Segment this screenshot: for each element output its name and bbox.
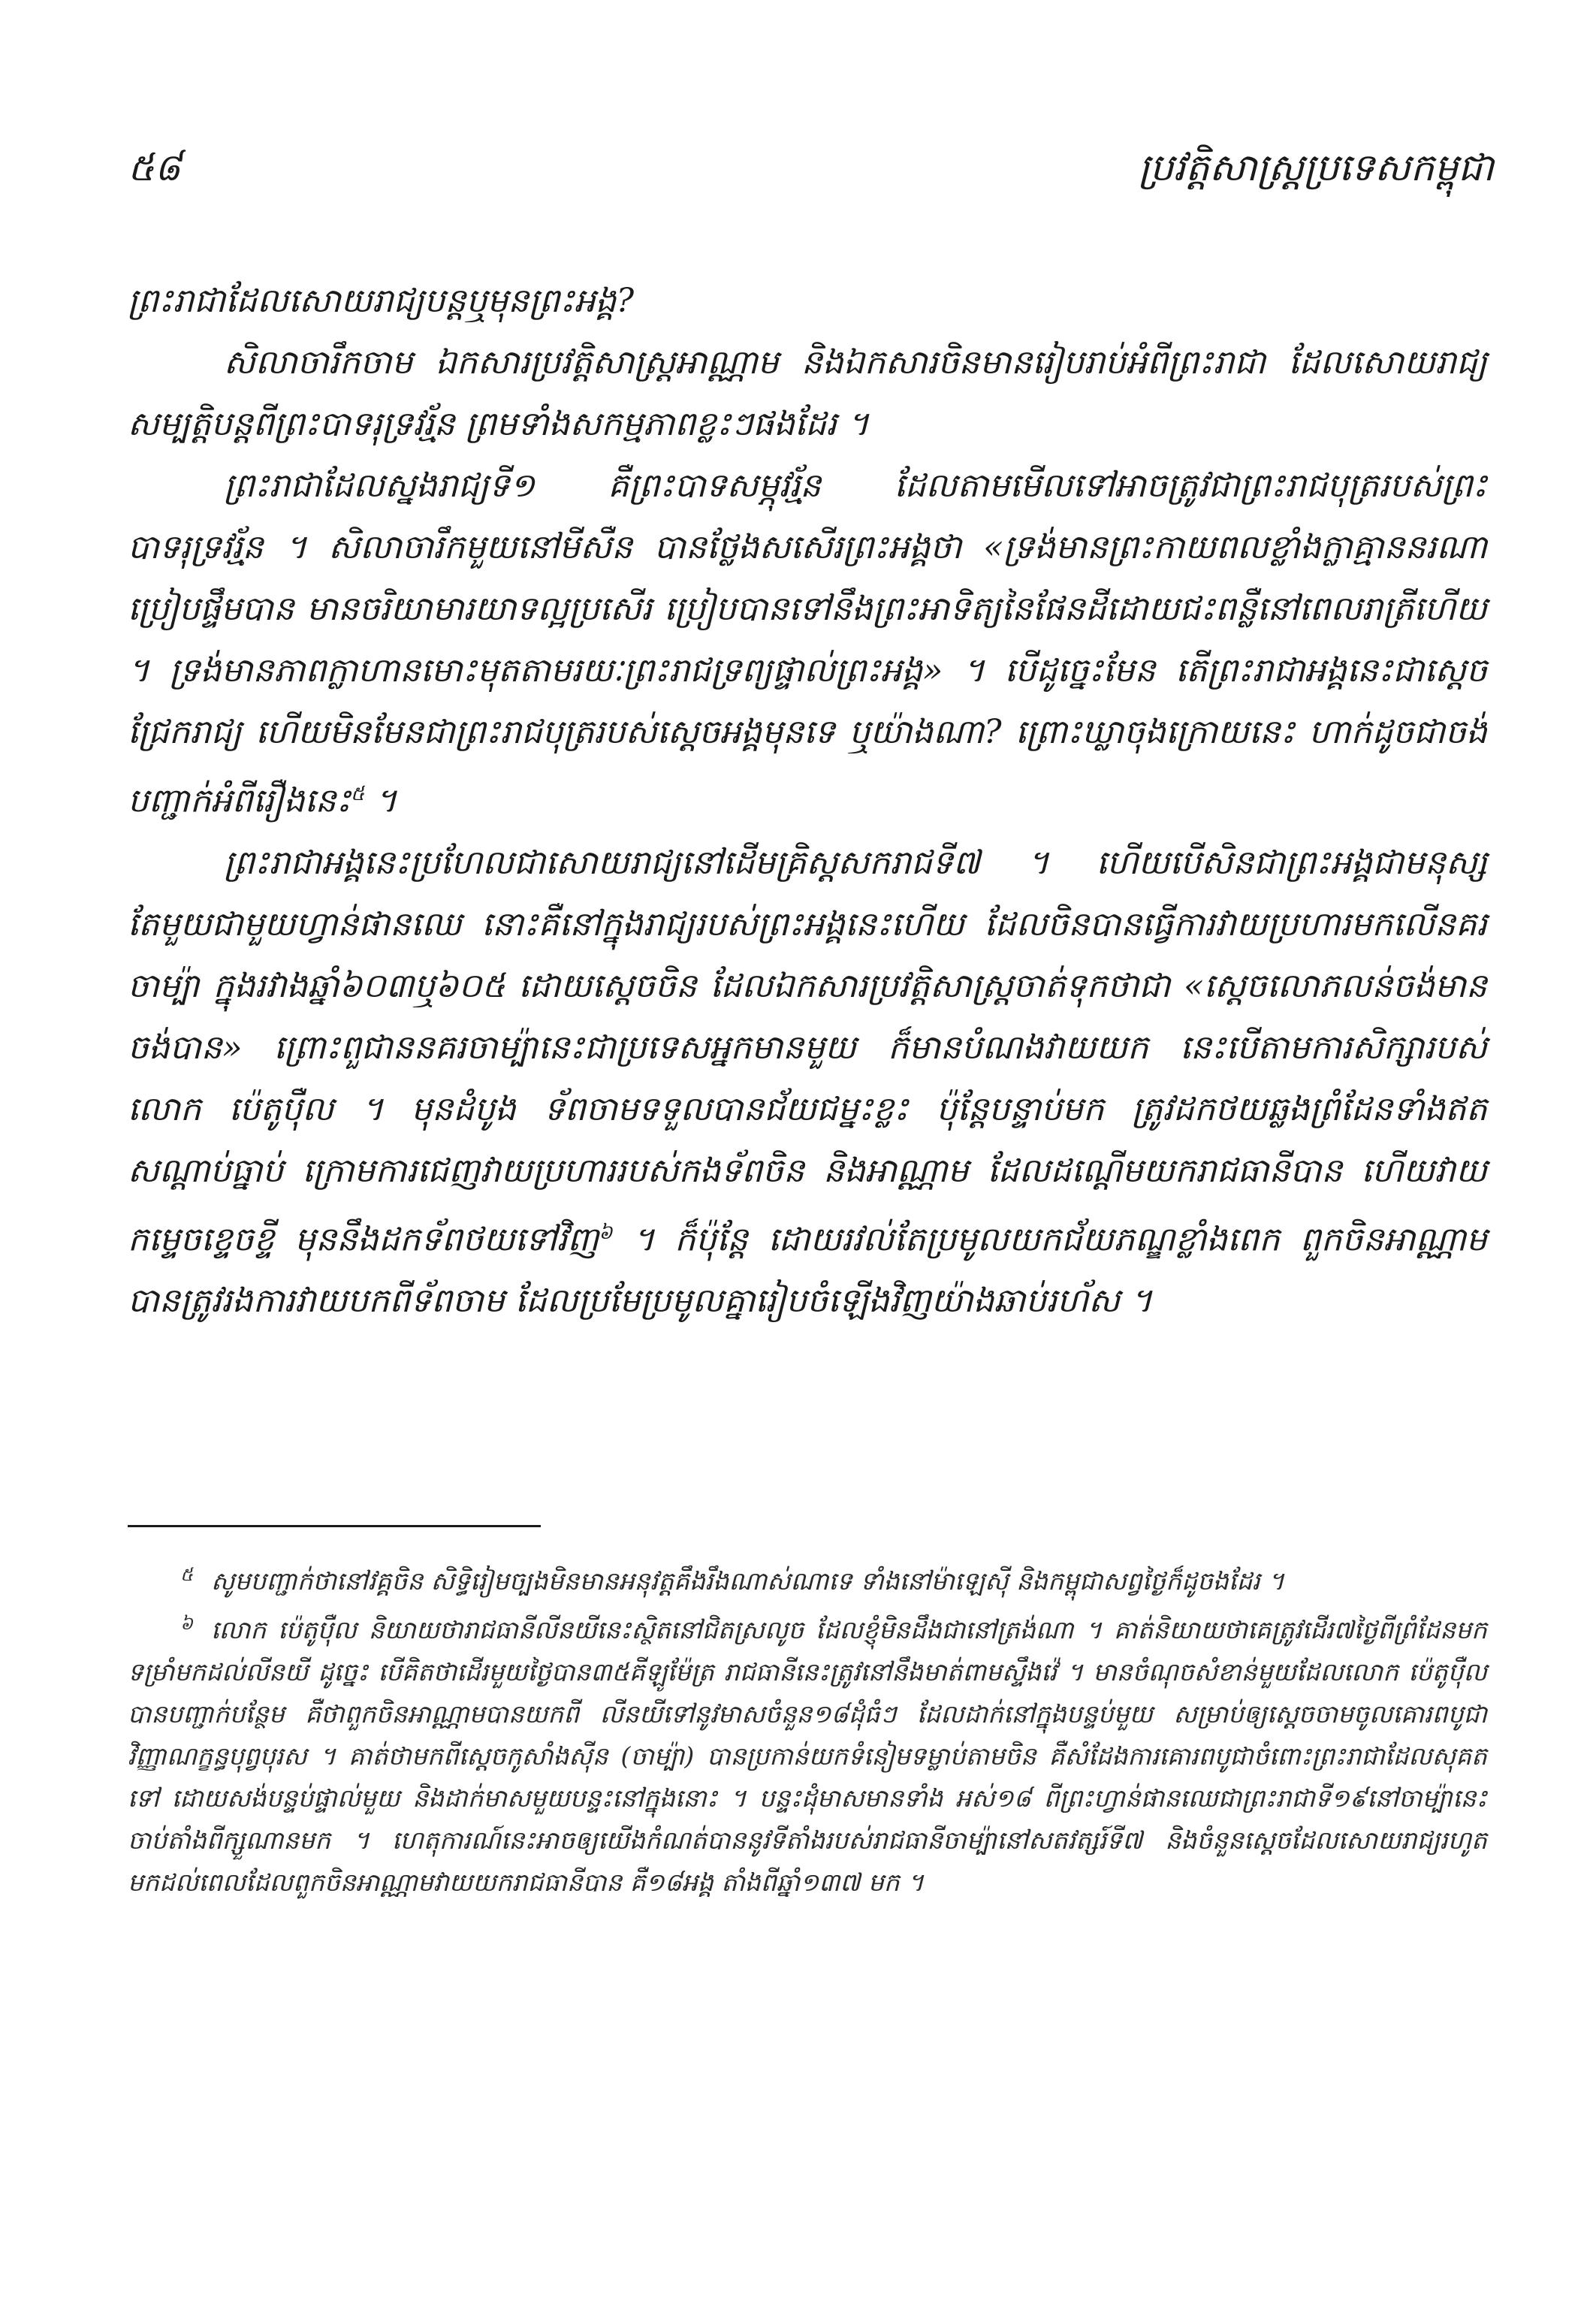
body-paragraph-4 — [128, 832, 1487, 1333]
body-paragraph-3-tail: ។ — [364, 781, 397, 820]
footnotes-section — [128, 1554, 1487, 1904]
body-paragraph-1: ព្រះរាជាដែលសោយរាជ្យបន្តឬមុនព្រះអង្គ? — [128, 282, 635, 320]
running-head-title: ប្រវត្តិសាស្ត្រប្រទេសកម្ពុជា — [1138, 146, 1494, 189]
body-paragraph-3 — [128, 455, 1487, 832]
footnote-6 — [128, 1602, 1487, 1904]
footnote-text: លោក ប៉េតូប៉ឺល និយាយថារាជធានីលីនយីនេះស្ថិតនៅជិតស្រលូច ដែលខ្ញុំមិនដឹងជានៅត្រង់ណា ។ គាត់និយាយថាគេត្រូវដើរ៧ថ្ងៃពីព្រំដែនមក ទម្រាំមកដល់លីនយី ដូច្នេះ បើគិតថាដើរមួយថ្ងៃបាន៣៥គីឡូម៉ែត្រ រាជធានីនេះត្រូវនៅនឹងមាត់ពាមស្ទឹងវ៉េ ។ មានចំណុចសំខាន់មួយដែលលោក ប៉េតូប៉ឺល បានបញ្ជាក់បន្ថែម គឺថាពួកចិនអាណ្ណាមបានយកពី លីនយីទៅនូវមាសចំនួន១៨ដុំធំៗ ដែលដាក់នៅក្នុងបន្ទប់មួយ សម្រាប់ឲ្យស្តេចចាមចូលគោរពបូជាវិញ្ញាណក្ខន្ធបុព្វបុរស ។ គាត់ថាមកពីស្តេចកូសាំងស៊ីន (ចាម្ប៉ា) បានប្រកាន់យកទំនៀមទម្លាប់តាមចិន គឺសំដែងការគោរពបូជាចំពោះព្រះរាជាដែលសុគតទៅ ដោយសង់បន្ទប់ផ្ទាល់មួយ និងដាក់មាសមួយបន្ទះនៅក្នុងនោះ ។ បន្ទះដុំមាសមានទាំង អស់១៨ ពីព្រះហ្វាន់ផានឈេជាព្រះរាជាទី១៩នៅចាម្ប៉ានេះ ចាប់តាំងពីក្សួណានមក ។ ហេតុការណ៍នេះអាចឲ្យយើងកំណត់បាននូវទីតាំងរបស់រាជធានីចាម្ប៉ានៅសតវត្សរ៍ទី៧ និងចំនួនស្តេចដែលសោយរាជ្យរហូតមកដល់ពេលដែលពួកចិនអាណ្ណាមវាយយករាជធានីបាន គឺ១៨អង្គ តាំងពីឆ្នាំ១៣៧ មក ។ — [128, 1615, 1487, 1897]
footnote-mark: ៥ — [180, 1564, 193, 1585]
footnote-divider — [128, 1525, 541, 1527]
footnote-ref-5[interactable]: ៥ — [350, 783, 365, 805]
main-text — [128, 270, 1487, 1332]
body-paragraph-4-text: ព្រះរាជាអង្គនេះប្រហែលជាសោយរាជ្យនៅដើមគ្រិស្តសករាជទី៧ ។ ហើយបើសិនជាព្រះអង្គជាមនុស្សតែមួយជាមួយហ្វាន់ផានឈេ នោះគឺនៅក្នុងរាជ្យរបស់ព្រះអង្គនេះហើយ ដែលចិនបានធ្វើការវាយប្រហារមកលើនគរចាម្ប៉ា ក្នុងរវាងឆ្នាំ៦០៣ឬ៦០៥ ដោយស្តេចចិន ដែលឯកសារប្រវត្តិសាស្ត្រចាត់ទុកថាជា «ស្តេចលោភលន់ចង់មានចង់បាន» ព្រោះពួជាននគរចាម្ប៉ានេះជាប្រទេសអ្នកមានមួយ ក៏មានបំណងវាយយក នេះបើតាមការសិក្សារបស់លោក ប៉េតូប៉ឺល ។ មុនដំបូង ទ័ពចាមទទួលបានជ័យជម្នះខ្លះ ប៉ុន្តែបន្ទាប់មក ត្រូវដកថយឆ្លងព្រំដែនទាំងឥតសណ្ដាប់ធ្នាប់ ក្រោមការជេញវាយប្រហាររបស់កងទ័ពចិន និងអាណ្ណាម ដែលដណ្ដើមយករាជធានីបាន ហើយវាយកម្ទេចខ្ទេចខ្ទី មុននឹងដកទ័ពថយទៅវិញ — [128, 843, 1487, 1259]
body-paragraph-3-text: ព្រះរាជាដែលស្នងរាជ្យទី១ គឺព្រះបាទសម្ភុវរ្ម័ន ដែលតាមមើលទៅអាចត្រូវជាព្រះរាជបុត្ររបស់ព្រះបាទរុទ្រវរ្ម័ន ។ សិលាចារឹកមួយនៅមីសឺន បានថ្លែងសសើរព្រះអង្គថា «ទ្រង់មានព្រះកាយពលខ្លាំងក្លាគ្មាននរណាប្រៀបផ្ទឹមបាន មានចរិយាមារយាទល្អប្រសើរ ប្រៀបបានទៅនឹងព្រះអាទិត្យនៃផែនដីដោយជះពន្លឺនៅពេលរាត្រីហើយ ។ ទ្រង់មានភាពក្លាហានមោះមុតតាមរយៈព្រះរាជទ្រព្យផ្ទាល់ព្រះអង្គ» ។ បើដូច្នេះមែន តើព្រះរាជាអង្គនេះជាស្តេចជ្រែករាជ្យ ហើយមិនមែនជាព្រះរាជបុត្ររបស់ស្តេចអង្គមុនទេ ឬយ៉ាងណា? ព្រោះឃ្លាចុងក្រោយនេះ ហាក់ដូចជាចង់បញ្ជាក់អំពីរឿងនេះ — [128, 467, 1487, 820]
footnote-5 — [128, 1554, 1487, 1602]
body-paragraph-2: សិលាចារឹកចាម ឯកសារប្រវត្តិសាស្ត្រអាណ្ណាម និងឯកសារចិនមានរៀបរាប់អំពីព្រះរាជា ដែលសោយរាជ្យសម្បត្តិបន្តពីព្រះបាទរុទ្រវរ្ម័ន ព្រមទាំងសកម្មភាពខ្លះៗផងដែរ ។ — [128, 343, 1487, 443]
body-paragraph-4-tail: ។ ក៏ប៉ុន្តែ ដោយរវល់តែប្រមូលយកជ័យភណ្ឌខ្លាំងពេក ពួកចិនអាណ្ណាមបានត្រូវរងការវាយបកពីទ័ពចាម ដែលប្រមែប្រមូលគ្នារៀបចំឡើងវិញយ៉ាងឆាប់រហ័ស ។ — [128, 1220, 1487, 1321]
footnote-mark: ៦ — [180, 1613, 193, 1634]
footnote-ref-6[interactable]: ៦ — [599, 1221, 613, 1244]
footnote-text: សូមបញ្ជាក់ថានៅវគ្គចិន សិទ្ធិរៀមច្បងមិនមានអនុវត្តគឹងរឹងណាស់ណាទេ ទាំងនៅម៉ាឡេស៊ី និងកម្ពុជាសព្វថ្ងៃក៏ដូចងដែរ ។ — [211, 1566, 1284, 1596]
page-number: ៥៨ — [128, 146, 181, 189]
